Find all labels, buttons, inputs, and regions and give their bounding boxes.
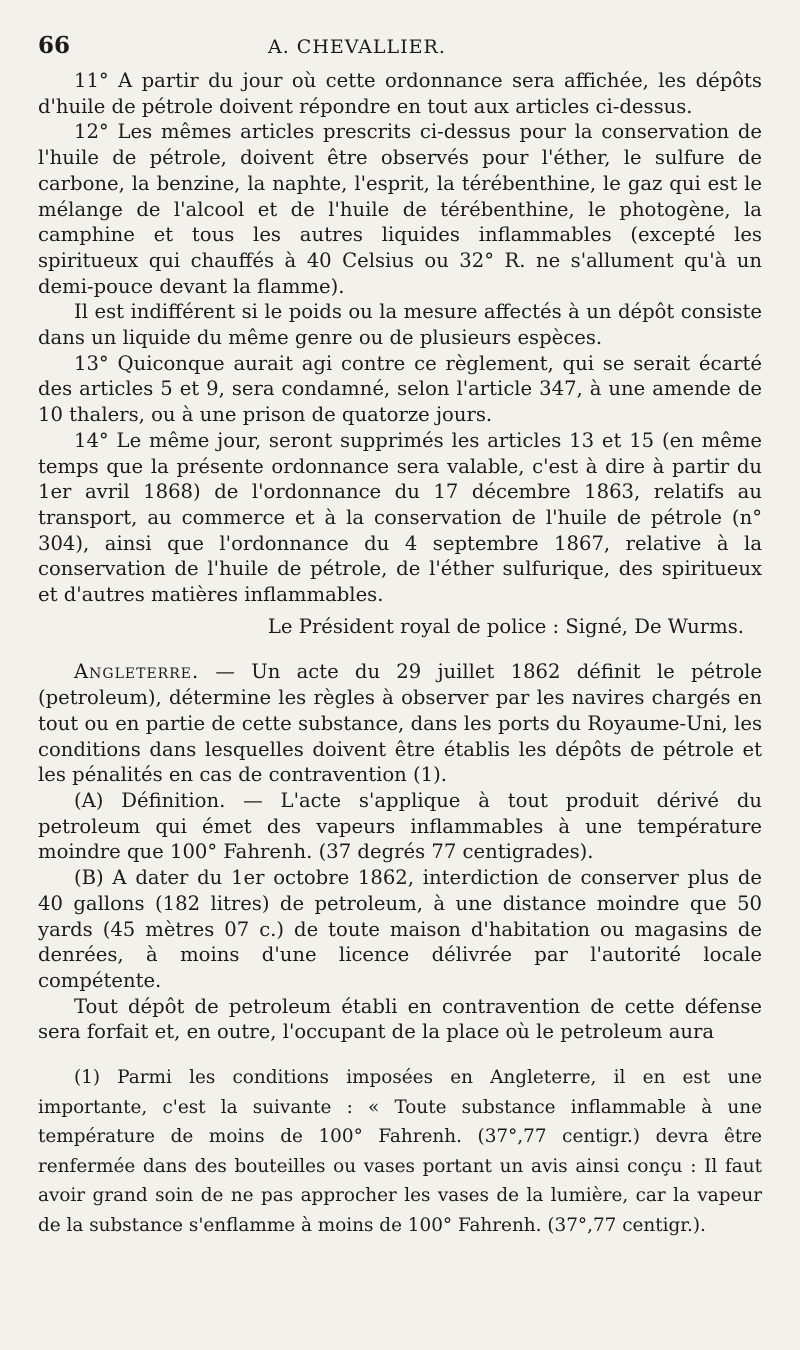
paragraph-13: 13° Quiconque aurait agi contre ce règlement, qui se serait écarté des articles 5 et 9, sera condamné, selon l'article 347, à une amende de 10 thalers, ou à une prison de quatorze jours.	[38, 351, 762, 427]
body-text	[38, 68, 762, 1045]
section-heading-angleterre: Angleterre.	[74, 660, 200, 684]
paragraph-indifferent: Il est indifférent si le poids ou la mesure affectés à un dépôt consiste dans un liquide du même genre ou de plusieurs espèces.	[38, 300, 762, 350]
paragraph-14: 14° Le même jour, seront supprimés les articles 13 et 15 (en même temps que la présente ordonnance sera valable, c'est à dire à partir du 1er avril 1868) de l'ordonnance du 17 décembre 1863, relatifs au transport, au commerce et à la conservation de l'huile de pétrole (n° 304), ainsi que l'ordonnance du 4 septembre 1867, relative à la conservation de l'huile de pétrole, de l'éther sulfurique, des spiritueux et d'autres matières inflammables.	[38, 428, 762, 607]
england-intro-text: — Un acte du 29 juillet 1862 définit le pétrole (petroleum), détermine les règles à observer par les navires chargés en tout ou en partie de cette substance, dans les ports du Royaume-Uni, les conditions dans lesquelles doivent être établis les dépôts de pétrole et les pénalités en cas de contravention (1).	[38, 660, 762, 787]
running-head	[38, 32, 762, 68]
paragraph-11: 11° A partir du jour où cette ordonnance sera affichée, les dépôts d'huile de pétrole doivent répondre en tout aux articles ci-dessus.	[38, 69, 762, 118]
footnotes	[38, 1063, 762, 1240]
definition-paragraph: (A) Définition. — L'acte s'applique à tout produit dérivé du petroleum qui émet des vapeurs inflammables à une température moindre que 100° Fahrenh. (37 degrés 77 centigrades).	[38, 788, 762, 864]
signature-line: Le Président royal de police : Signé, De Wurms.	[267, 614, 744, 638]
running-title: A. CHEVALLIER.	[268, 36, 446, 58]
rule-b-paragraph: (B) A dater du 1er octobre 1862, interdiction de conserver plus de 40 gallons (182 litres) de petroleum, à une distance moindre que 50 yards (45 mètres 07 c.) de toute maison d'habitation ou magasins de denrées, à moins d'une licence délivrée par l'autorité locale compétente.	[38, 866, 762, 992]
forfeit-paragraph: Tout dépôt de petroleum établi en contravention de cette défense sera forfait et, en outre, l'occupant de la place où le petroleum aura	[38, 994, 762, 1044]
page-number: 66	[38, 32, 71, 59]
footnote-1: (1) Parmi les conditions imposées en Angleterre, il en est une importante, c'est la suivante : « Toute substance inflammable à une température de moins de 100° Fahrenh. (37°,77 centigr.) devra être renfermée dans des bouteilles ou vases portant un avis ainsi conçu : Il faut avoir grand soin de ne pas approcher les vases de la lumière, car la vapeur de la substance s'enflamme à moins de 100° Fahrenh. (37°,77 centigr.).	[38, 1067, 762, 1236]
england-intro-paragraph	[38, 659, 762, 788]
paragraph-12: 12° Les mêmes articles prescrits ci-dessus pour la conservation de l'huile de pétrole, doivent être observés pour l'éther, le sulfure de carbone, la benzine, la naphte, l'esprit, la térébenthine, le gaz qui est le mélange de l'alcool et de l'huile de térébenthine, le photogène, la camphine et tous les autres liquides inflammables (excepté les spiritueux qui chauffés à 40 Celsius ou 32° R. ne s'allument qu'à un demi-pouce devant la flamme).	[38, 120, 762, 298]
